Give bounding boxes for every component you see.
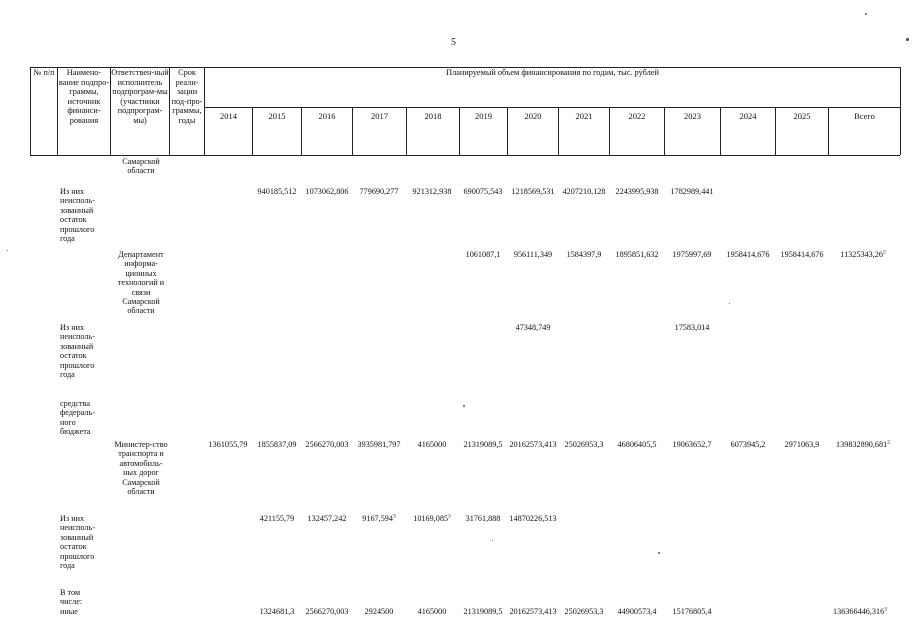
year-2023: 2023 — [684, 111, 701, 121]
year-2019: 2019 — [475, 111, 492, 121]
value-cell: 14870226,513 — [509, 514, 557, 523]
value-cell: 10169,085$^3$ — [413, 513, 451, 523]
header-col-term: Срок реали-зации под-про-граммы, годы — [171, 68, 203, 125]
org-samara-continued: Самарской области — [122, 157, 160, 176]
value-cell: 21319089,5 — [463, 440, 503, 449]
value-cell: 19063652,7 — [672, 440, 712, 449]
value-cell: 2924500 — [364, 607, 394, 616]
value-cell: 940185,512 — [257, 187, 297, 196]
value-cell: 2243995,938 — [615, 187, 659, 196]
value-cell: 1895851,632 — [615, 250, 659, 259]
value-cell: 2566270,003 — [305, 440, 349, 449]
year-2016: 2016 — [318, 111, 336, 121]
value-total-cell: 139832890,681$^2$ — [836, 439, 890, 449]
row-label-federal-budget: средства федераль-ного бюджета — [60, 399, 95, 437]
header-col-executor: Ответствен-ный исполнитель подпрограм-мы (участники подпрограм-мы) — [111, 68, 169, 125]
value-cell: 31761,888 — [465, 514, 501, 523]
value-cell: 921312,938 — [412, 187, 452, 196]
value-cell: 47348,749 — [515, 323, 551, 332]
value-cell: 25026953,3 — [564, 607, 604, 616]
row-label-unused-balance-1: Из них неисполь-зованный остаток прошлого года — [60, 187, 95, 244]
value-cell: 4165000 — [417, 440, 447, 449]
year-2015: 2015 — [268, 111, 286, 121]
value-cell: 46806405,5 — [617, 440, 657, 449]
value-cell: 421155,79 — [259, 514, 295, 523]
scan-speck — [492, 540, 493, 541]
row-label-unused-balance-2: Из них неисполь-зованный остаток прошлого года — [60, 323, 95, 380]
value-cell: 956111,349 — [513, 250, 553, 259]
value-cell: 17583,014 — [674, 323, 710, 332]
value-cell: 20162573,413 — [509, 607, 557, 616]
year-total: Всего — [854, 111, 875, 121]
value-cell: 21319089,5 — [463, 607, 503, 616]
value-cell: 1324681,3 — [259, 607, 295, 616]
value-cell: 1061087,1 — [465, 250, 501, 259]
value-cell: 1958414,676 — [780, 250, 824, 259]
year-2024: 2024 — [739, 111, 757, 121]
value-cell: 25026953,3 — [564, 440, 604, 449]
scan-speck — [463, 405, 465, 407]
value-cell: 15176805,4 — [672, 607, 712, 616]
scan-speck — [865, 13, 867, 15]
value-cell: 1958414,676 — [726, 250, 770, 259]
value-cell: 779690,277 — [359, 187, 399, 196]
value-cell: 1975997,69 — [672, 250, 712, 259]
year-2017: 2017 — [371, 111, 388, 121]
header-col-name: Наимено-вание подпро-граммы, источник финанси-рования — [58, 68, 110, 125]
value-cell: 3935981,797 — [357, 440, 401, 449]
scan-speck — [658, 552, 660, 554]
org-ministry-transport: Министер-ство транспорта и автомобиль-ных дорог Самарской области — [114, 440, 168, 497]
value-cell: 1073062,806 — [305, 187, 349, 196]
scan-speck — [729, 303, 730, 304]
row-label-unused-balance-3: Из них неисполь-зованный остаток прошлого года — [60, 514, 95, 571]
value-total-cell: 136366446,316$^3$ — [833, 606, 887, 616]
year-2025: 2025 — [793, 111, 811, 121]
page-number: 5 — [451, 37, 456, 48]
value-cell: 132457,242 — [307, 514, 347, 523]
value-cell: 6073945,2 — [730, 440, 766, 449]
year-2020: 2020 — [524, 111, 542, 121]
value-cell: 1584397,9 — [566, 250, 602, 259]
value-cell: 2566270,003 — [305, 607, 349, 616]
value-cell: 1361055,79 — [208, 440, 248, 449]
value-cell: 1782989,441 — [670, 187, 714, 196]
row-label-part: В том — [60, 588, 81, 597]
value-cell: 44900573,4 — [617, 607, 657, 616]
org-dept-it: Департамент информа-ционных технологий и связи Самарской области — [117, 250, 165, 316]
value-cell: 4165000 — [417, 607, 447, 616]
value-cell: 690075,543 — [463, 187, 503, 196]
value-cell: 1218569,531 — [511, 187, 555, 196]
value-cell: 9167,594$^3$ — [362, 513, 396, 523]
row-label-including-other — [60, 588, 106, 616]
year-2018: 2018 — [424, 111, 442, 121]
year-2014: 2014 — [220, 111, 237, 121]
year-2022: 2022 — [628, 111, 646, 121]
row-label-part: иные — [60, 606, 78, 616]
row-label-part: числе: — [60, 597, 83, 607]
year-2021: 2021 — [575, 111, 593, 121]
value-total-cell: 11325343,26$^2$ — [840, 249, 886, 259]
scan-speck — [906, 38, 909, 41]
value-cell: 4207210,128 — [562, 187, 606, 196]
scan-speck — [7, 250, 8, 251]
value-cell: 2971063,9 — [784, 440, 820, 449]
header-col-number: № п/п — [33, 68, 55, 77]
header-col-funding: Планируемый объем финансирования по годам, тыс. рублей — [446, 68, 659, 77]
value-cell: 1855837,09 — [257, 440, 297, 449]
value-cell: 20162573,413 — [509, 440, 557, 449]
